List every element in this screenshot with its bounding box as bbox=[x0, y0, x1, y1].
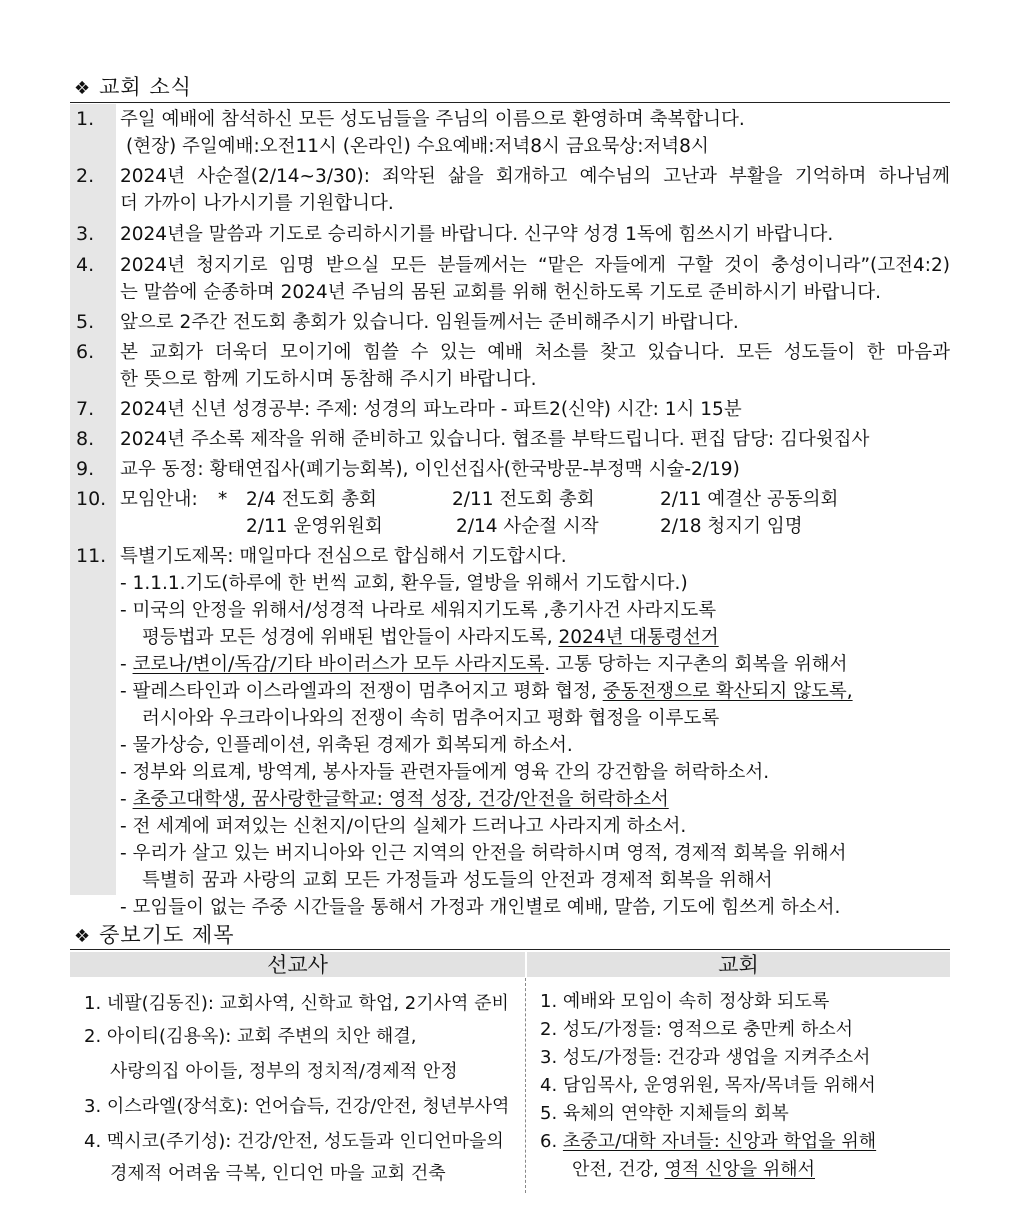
news-item-11-prayer bbox=[70, 543, 950, 921]
news-item-10-meetings bbox=[70, 486, 950, 540]
news-item-text: 주일 예배에 참석하신 모든 성도님들을 주님의 이름으로 환영하며 축복합니다. bbox=[120, 109, 745, 130]
prayer-line: - 모임들이 없는 주중 시간들을 통해서 가정과 개인별로 예배, 말씀, 기도에 힘쓰게 하소서. bbox=[120, 897, 841, 918]
church-prayer-text: 안전, 건강, bbox=[572, 1159, 665, 1180]
prayer-line bbox=[120, 786, 950, 813]
church-news-heading bbox=[74, 74, 192, 102]
church-prayer-list bbox=[540, 988, 876, 1184]
prayer-line: - 미국의 안정을 위해서/성경적 나라로 세워지기도록 ,총기사건 사라지도록 bbox=[120, 600, 717, 621]
news-item-6 bbox=[70, 339, 950, 393]
news-item-text: 더 가까이 나가시기를 기원합니다. bbox=[120, 193, 394, 214]
meetings-star: * bbox=[218, 489, 228, 510]
news-item-number: 2. bbox=[76, 165, 95, 187]
intercessory-title: 중보기도 제목 bbox=[99, 923, 235, 947]
news-item-number: 5. bbox=[76, 311, 95, 333]
news-item-number: 3. bbox=[76, 223, 95, 245]
prayer-line: 특별히 꿈과 사랑의 교회 모든 가정들과 성도들의 안전과 경제적 회복을 위해서 bbox=[142, 870, 773, 891]
prayer-line: - 1.1.1.기도(하루에 한 번씩 교회, 환우들, 열방을 위해서 기도합시다.) bbox=[120, 573, 688, 594]
church-news-title: 교회 소식 bbox=[99, 75, 192, 99]
prayer-line bbox=[120, 678, 950, 705]
prayer-line: 러시아와 우크라이나와의 전쟁이 속히 멈추어지고 평화 협정을 이루도록 bbox=[142, 708, 720, 729]
news-item-4 bbox=[70, 252, 950, 306]
church-prayer-item: 1. 예배와 모임이 속히 정상화 되도록 bbox=[540, 991, 830, 1012]
intercessory-rule bbox=[70, 949, 950, 950]
church-news-rule bbox=[70, 102, 950, 103]
prayer-line: - 우리가 살고 있는 버지니아와 인근 지역의 안전을 허락하시며 영적, 경제적 회복을 위해서 bbox=[120, 843, 847, 864]
prayer-line: - 물가상승, 인플레이션, 위축된 경제가 회복되게 하소서. bbox=[120, 735, 573, 756]
meeting-event: 2/11 예결산 공동의회 bbox=[660, 489, 839, 510]
church-prayer-item: 3. 성도/가정들: 건강과 생업을 지켜주소서 bbox=[540, 1047, 871, 1068]
prayer-line bbox=[120, 651, 950, 678]
meeting-event: 2/11 운영위원회 bbox=[246, 516, 383, 537]
meeting-event: 2/4 전도회 총회 bbox=[246, 489, 377, 510]
prayer-text: - 팔레스타인과 이스라엘과의 전쟁이 멈추어지고 평화 협정, bbox=[120, 681, 603, 702]
intercessory-heading bbox=[74, 922, 235, 950]
missionary-item: 3. 이스라엘(장석호): 언어습득, 건강/안전, 청년부사역 bbox=[84, 1096, 510, 1117]
news-item-number: 6. bbox=[76, 341, 95, 363]
news-item-text: 2024년 주소록 제작을 위해 준비하고 있습니다. 협조를 부탁드립니다. 편집 담당: 김다윗집사 bbox=[120, 429, 870, 450]
church-prayer-item: 2. 성도/가정들: 영적으로 충만케 하소서 bbox=[540, 1019, 854, 1040]
church-prayer-number: 6. bbox=[540, 1131, 563, 1152]
meeting-event: 2/18 청지기 임명 bbox=[660, 516, 803, 537]
news-item-text: 교우 동정: 황태연집사(폐기능회복), 이인선집사(한국방문-부정맥 시술-2/19) bbox=[120, 459, 740, 480]
church-header: 교회 bbox=[527, 952, 950, 977]
news-item-8 bbox=[70, 426, 950, 453]
prayer-line: - 전 세계에 퍼져있는 신천지/이단의 실체가 드러나고 사라지게 하소서. bbox=[120, 816, 687, 837]
news-item-7 bbox=[70, 396, 950, 423]
prayer-underlined-text: 초중고대학생, 꿈사랑한글학교: 영적 성장, 건강/안전을 허락하소서 bbox=[132, 789, 669, 810]
news-item-text: (현장) 주일예배:오전11시 (온라인) 수요예배:저녁8시 금요묵상:저녁8시 bbox=[126, 136, 709, 157]
news-item-text: 본 교회가 더욱더 모이기에 힘쓸 수 있는 예배 처소를 찾고 있습니다. 모든 성도들이 한 마음과 bbox=[120, 342, 950, 363]
missionary-header: 선교사 bbox=[70, 952, 525, 977]
news-item-text: 2024년 청지기로 임명 받으실 모든 분들께서는 “맡은 자들에게 구할 것이 충성이니라”(고전4:2) bbox=[120, 255, 950, 276]
prayer-underlined-text: 2024년 대통령선거 bbox=[558, 627, 719, 648]
prayer-underlined-text: 중동전쟁으로 확산되지 않도록, bbox=[602, 681, 853, 702]
meeting-event: 2/14 사순절 시작 bbox=[456, 516, 599, 537]
church-prayer-underlined-text: 초중고/대학 자녀들: 신앙과 학업을 위해 bbox=[562, 1131, 877, 1152]
missionary-item-continued: 경제적 어려움 극복, 인디언 마을 교회 건축 bbox=[110, 1163, 446, 1184]
meetings-label: 모임안내: bbox=[120, 489, 198, 510]
missionary-item: 2. 아이티(김용옥): 교회 주변의 치안 해결, bbox=[84, 1026, 417, 1047]
prayer-dash: - bbox=[120, 654, 133, 675]
missionary-item: 1. 네팔(김동진): 교회사역, 신학교 학업, 2기사역 준비 bbox=[84, 993, 509, 1014]
prayer-line bbox=[120, 624, 950, 651]
church-prayer-item bbox=[540, 1128, 876, 1156]
prayer-intro: 특별기도제목: 매일마다 전심으로 합심해서 기도합시다. bbox=[120, 546, 567, 567]
prayer-line: - 정부와 의료계, 방역계, 봉사자들 관련자들에게 영육 간의 강건함을 허락하소서. bbox=[120, 762, 770, 783]
news-item-1 bbox=[70, 106, 950, 160]
news-item-text: 2024년 신년 성경공부: 주제: 성경의 파노라마 - 파트2(신약) 시간: 1시 15분 bbox=[120, 399, 742, 420]
news-item-number: 4. bbox=[76, 254, 95, 276]
column-divider bbox=[525, 978, 526, 1193]
news-item-number: 11. bbox=[76, 545, 107, 567]
prayer-underlined-text: 코로나/변이/독감/기타 바이러스가 모두 사라지도록 bbox=[132, 654, 545, 675]
diamond-bullet-icon: ❖ bbox=[74, 926, 92, 947]
news-item-text: 한 뜻으로 함께 기도하시며 동참해 주시기 바랍니다. bbox=[120, 369, 537, 390]
news-item-number: 1. bbox=[76, 108, 95, 130]
church-prayer-item-continued bbox=[540, 1156, 876, 1184]
church-prayer-item: 5. 육체의 연약한 지체들의 회복 bbox=[540, 1103, 789, 1124]
news-item-3 bbox=[70, 221, 950, 248]
news-item-9 bbox=[70, 456, 950, 483]
news-item-number: 7. bbox=[76, 398, 95, 420]
news-item-text: 2024년 사순절(2/14~3/30): 죄악된 삶을 회개하고 예수님의 고난과 부활을 기억하며 하나님께 bbox=[120, 166, 950, 187]
news-item-number: 8. bbox=[76, 428, 95, 450]
news-item-text: 는 말씀에 순종하며 2024년 주님의 몸된 교회를 위해 헌신하도록 기도로 준비하시기 바랍니다. bbox=[120, 282, 882, 303]
news-item-2 bbox=[70, 163, 950, 217]
missionary-item: 4. 멕시코(주기성): 건강/안전, 성도들과 인디언마을의 bbox=[84, 1131, 504, 1152]
prayer-dash: - bbox=[120, 789, 133, 810]
news-item-5 bbox=[70, 309, 950, 336]
church-prayer-underlined-text: 영적 신앙을 위해서 bbox=[664, 1159, 815, 1180]
diamond-bullet-icon: ❖ bbox=[74, 78, 92, 99]
missionary-prayer-list bbox=[84, 990, 509, 1188]
prayer-text: 평등법과 모든 성경에 위배된 법안들이 사라지도록, bbox=[142, 627, 559, 648]
news-item-text: 2024년을 말씀과 기도로 승리하시기를 바랍니다. 신구약 성경 1독에 힘쓰시기 바랍니다. bbox=[120, 224, 834, 245]
news-item-number: 9. bbox=[76, 458, 95, 480]
church-prayer-item: 4. 담임목사, 운영위원, 목자/목녀들 위해서 bbox=[540, 1075, 876, 1096]
news-item-number: 10. bbox=[76, 488, 107, 510]
missionary-item-continued: 사랑의집 아이들, 정부의 정치적/경제적 안정 bbox=[110, 1061, 458, 1082]
meeting-event: 2/11 전도회 총회 bbox=[452, 489, 595, 510]
prayer-text: . 고통 당하는 지구촌의 회복을 위해서 bbox=[544, 654, 848, 675]
news-item-text: 앞으로 2주간 전도회 총회가 있습니다. 임원들께서는 준비해주시기 바랍니다. bbox=[120, 312, 739, 333]
church-news-list bbox=[70, 106, 950, 921]
